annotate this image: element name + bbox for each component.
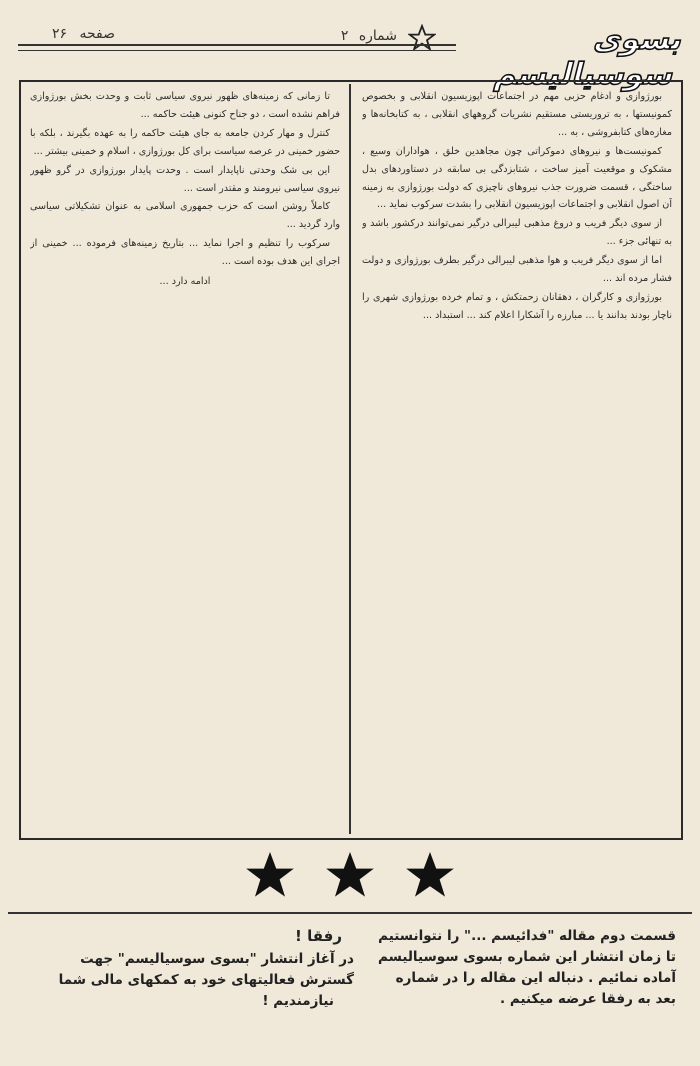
paragraph: تا زمانی که زمینه‌های ظهور نیروی سیاسی ثابت و وحدت بخش بورژوازی فراهم نشده است ، دو جناح کنونی هیئت حاکمه ... (30, 91, 340, 120)
publication-logo: بسوی سوسیالیسم (491, 22, 688, 92)
masthead-rule (18, 44, 456, 46)
page-label: صفحه (79, 26, 116, 42)
star-icon (408, 24, 436, 52)
masthead-rule-thin (18, 50, 456, 51)
article-column-right (362, 88, 672, 834)
page-number (44, 26, 115, 42)
paragraph: بورژوازی و کارگران ، دهقانان زحمتکش ، و تمام خرده بورژوازی شهری را ناچار بودند بدانند یا ... مبارزه را آشکارا اعلام کند ... استبداد ... (362, 291, 672, 321)
page-value: ۲۶ (52, 26, 68, 42)
continued-note: ادامه دارد ... (159, 276, 211, 288)
appeal-line: نیازمندیم ! (262, 993, 334, 1009)
donation-appeal (34, 926, 354, 1012)
column-divider (349, 84, 351, 834)
issue-number (335, 28, 397, 44)
issue-label: شماره (358, 28, 397, 44)
paragraph: از سوی دیگر فریب و دروغ مذهبی لیبرالی درگیر نمی‌توانند درکشور باشد و به تنهائی جزء ... (362, 218, 672, 248)
appeal-heading: رفقا ! (295, 927, 342, 945)
article-column-left (30, 88, 340, 834)
notice-line: تا زمان انتشار این شماره بسوی سوسیالیسم (378, 949, 676, 965)
paragraph: بورژوازی و ادغام حزبی مهم در اجتماعات اپوزیسیون انقلابی و بخصوص کمونیستها ، به تروریستی مستقیم نشریات گروههای انقلابی ، به کتابخانه‌ها و مغازه‌های کتابفروشی ، به ... (362, 91, 672, 138)
notice-line: بعد به رفقا عرضه میکنیم . (500, 991, 676, 1007)
paragraph: اما از سوی دیگر فریب و هوا مذهبی لیبرالی درگیر بطرف بورژوازی و دولت فشار مرده اند ... (362, 255, 672, 285)
paragraph: کمونیست‌ها و نیروهای دموکراتی چون مجاهدین خلق ، هواداران وسیع ، مشکوک و موقعیت آمیز ساخت ، شتابزدگی بی سابقه در دستاوردهای بدل ساختگی ، قسمت ضرورت جذب نیروهای ناچیزی که دولت بورژوازی به زمینه آن اصول انقلابی و اجتماعات اپوزیسیون انقلابی را بشدت سرکوب نماید ... (362, 145, 672, 211)
appeal-line: گسترش فعالیتهای خود به کمکهای مالی شما (58, 972, 354, 988)
notice-line: قسمت دوم مقاله "فدائیسم ..." را نتوانستیم (378, 928, 676, 944)
paragraph: کنترل و مهار کردن جامعه به جای هیئت حاکمه را به عهده بگیرند ، بلکه با حضور خمینی در عرصه سیاست برای کل بورژوازی ، اسلام و خمینی بیشتر ... (30, 127, 340, 157)
continuation-notice (376, 926, 676, 1010)
paragraph: سرکوب را تنظیم و اجرا نماید ... بتاریخ زمینه‌های فرموده ... خمینی از اجرای این هدف بوده است ... (30, 238, 340, 268)
star-icon (246, 852, 294, 897)
announcement-rule (8, 912, 692, 914)
paragraph: این بی شک وحدتی ناپایدار است . وحدت پایدار بورژوازی در گرو ظهور نیروی سیاسی نیرومند و مقتدر است ... (30, 164, 340, 194)
paragraph: کاملاً روشن است که حزب جمهوری اسلامی به عنوان تشکیلاتی سیاسی وارد گردید ... (30, 201, 340, 231)
star-icon (406, 852, 454, 897)
issue-value: ۲ (340, 28, 349, 44)
appeal-line: در آغاز انتشار "بسوی سوسیالیسم" جهت (80, 951, 354, 967)
three-stars-divider (240, 848, 460, 904)
star-icon (326, 852, 374, 897)
masthead (18, 14, 688, 92)
notice-line: آماده نمائیم . دنباله این مقاله را در شماره (395, 970, 676, 986)
